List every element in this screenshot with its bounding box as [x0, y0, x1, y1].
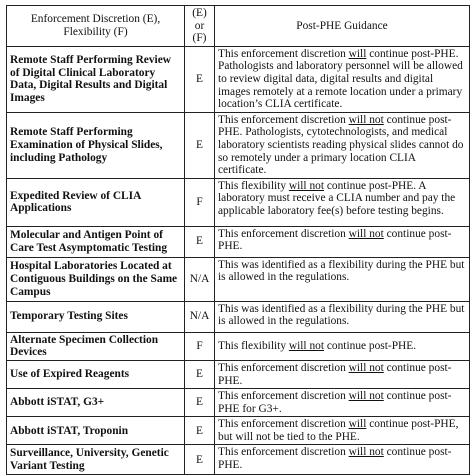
- guidance-table: [6, 5, 470, 475]
- row-item: Temporary Testing Sites: [7, 301, 185, 332]
- guidance-emphasis: will not: [348, 113, 384, 126]
- row-guidance: [215, 257, 470, 301]
- table-row: [7, 417, 470, 445]
- table-row: [7, 332, 470, 360]
- header-e-or-f: (E) or (F): [185, 6, 215, 47]
- row-flag: E: [185, 417, 215, 445]
- guidance-text: This was identified as a flexibility during the PHE but is allowed in the regulations.: [218, 302, 465, 328]
- guidance-text: This was identified as a flexibility during the PHE but is allowed in the regulations.: [218, 258, 465, 284]
- table-row: [7, 301, 470, 332]
- guidance-text: This flexibility: [218, 179, 289, 192]
- row-item: Abbott iSTAT, G3+: [7, 389, 185, 417]
- row-guidance: [215, 389, 470, 417]
- row-item: Abbott iSTAT, Troponin: [7, 417, 185, 445]
- guidance-text: This enforcement discretion: [218, 227, 349, 240]
- table-row: [7, 112, 470, 178]
- guidance-text: This enforcement discretion: [218, 113, 349, 126]
- guidance-text: continue post-PHE.: [218, 227, 452, 253]
- row-guidance: [215, 445, 470, 475]
- table-row: [7, 360, 470, 388]
- guidance-text: This enforcement discretion: [218, 446, 349, 459]
- guidance-text: This enforcement discretion: [218, 418, 349, 431]
- table-row: [7, 178, 470, 226]
- table-row: [7, 226, 470, 257]
- guidance-text: This flexibility: [218, 340, 289, 353]
- row-item: Molecular and Antigen Point of Care Test Asymptomatic Testing: [7, 226, 185, 257]
- row-item: Expedited Review of CLIA Applications: [7, 178, 185, 226]
- row-guidance: [215, 360, 470, 388]
- row-guidance: [215, 417, 470, 445]
- row-item: Remote Staff Performing Review of Digital Clinical Laboratory Data, Digital Results and Digital Images: [7, 46, 185, 112]
- header-enforcement: Enforcement Discretion (E), Flexibility (F): [7, 6, 185, 47]
- row-flag: E: [185, 445, 215, 475]
- guidance-emphasis: will not: [288, 179, 324, 192]
- guidance-emphasis: will: [348, 418, 367, 431]
- row-item: Remote Staff Performing Examination of Physical Slides, including Pathology: [7, 112, 185, 178]
- header-guidance: Post-PHE Guidance: [215, 6, 470, 47]
- guidance-emphasis: will not: [288, 340, 324, 353]
- table-row: [7, 389, 470, 417]
- row-flag: E: [185, 360, 215, 388]
- guidance-text: This enforcement discretion: [218, 47, 349, 60]
- row-flag: N/A: [185, 301, 215, 332]
- row-flag: E: [185, 389, 215, 417]
- row-item: Use of Expired Reagents: [7, 360, 185, 388]
- guidance-text: This enforcement discretion: [218, 390, 349, 403]
- row-guidance: [215, 332, 470, 360]
- guidance-emphasis: will: [348, 47, 367, 60]
- guidance-text: continue post-PHE.: [218, 361, 452, 387]
- row-guidance: [215, 112, 470, 178]
- guidance-text: continue post-PHE.: [324, 340, 417, 353]
- row-guidance: [215, 178, 470, 226]
- row-item: Hospital Laboratories Located at Contiguous Buildings on the Same Campus: [7, 257, 185, 301]
- row-flag: F: [185, 332, 215, 360]
- guidance-text: continue post-PHE for G3+.: [218, 390, 452, 415]
- row-guidance: [215, 46, 470, 112]
- row-item: Surveillance, University, Genetic Variant Testing: [7, 445, 185, 475]
- guidance-text: continue post-PHE. Pathologists, cytotechnologists, and medical laboratory scientists reading physical slides cannot do so remotely under a primary location CLIA certificate.: [218, 113, 464, 177]
- table-row: [7, 445, 470, 475]
- guidance-text: continue post-PHE. A laboratory must receive a CLIA number and pay the applicable laboratory fee(s) before testing begins.: [218, 179, 456, 217]
- guidance-text: continue post-PHE, but will not be tied to the PHE.: [218, 418, 459, 443]
- guidance-text: This enforcement discretion: [218, 361, 349, 374]
- row-flag: E: [185, 46, 215, 112]
- table-row: [7, 257, 470, 301]
- row-flag: N/A: [185, 257, 215, 301]
- row-flag: F: [185, 178, 215, 226]
- guidance-emphasis: will not: [348, 446, 384, 459]
- guidance-text: continue post-PHE. Pathologists and laboratory personnel will be allowed to review digital data, digital results and digital images remotely at a remote location under a primary location’s CLIA certificate.: [218, 47, 463, 111]
- row-item: Alternate Specimen Collection Devices: [7, 332, 185, 360]
- guidance-emphasis: will not: [348, 227, 384, 240]
- table-row: [7, 46, 470, 112]
- guidance-emphasis: will not: [348, 361, 384, 374]
- row-flag: E: [185, 226, 215, 257]
- guidance-emphasis: will not: [348, 390, 384, 403]
- row-guidance: [215, 301, 470, 332]
- guidance-text: continue post-PHE.: [218, 446, 452, 472]
- row-guidance: [215, 226, 470, 257]
- row-flag: E: [185, 112, 215, 178]
- header-row: [7, 6, 470, 47]
